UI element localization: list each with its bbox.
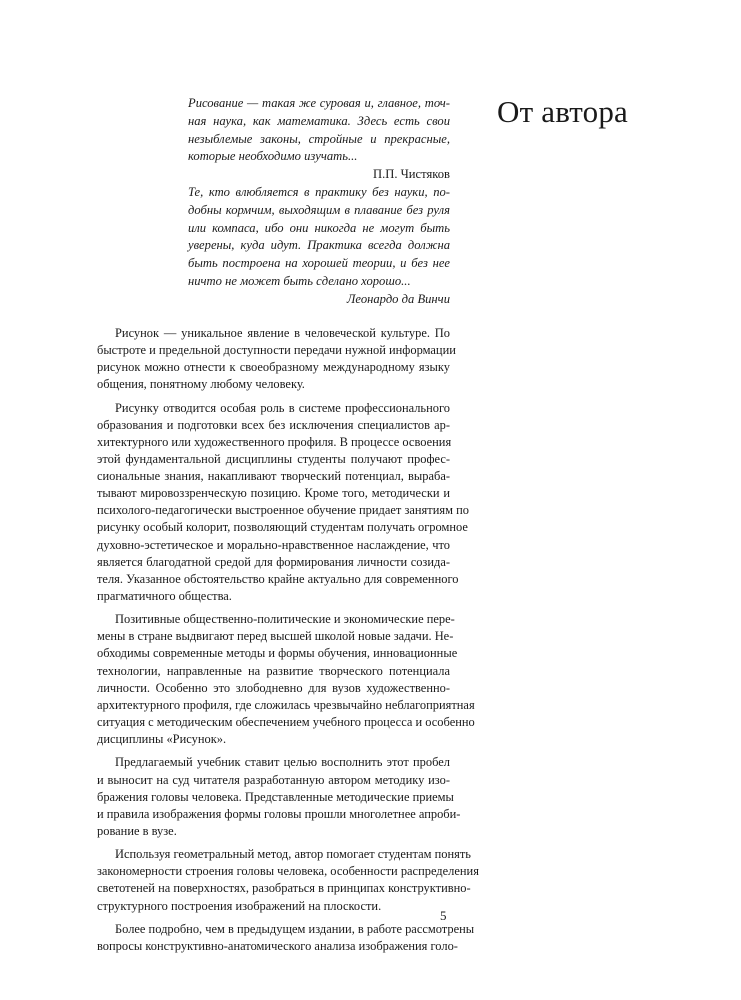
text-line: вопросы конструктивно-анатомического анализа изображения голо- (97, 939, 458, 954)
text-line: теля. Указанное обстоятельство крайне актуально для современного (97, 571, 459, 586)
text-line: Используя геометральный метод, автор помогает студентам понять (115, 847, 471, 862)
body-text (97, 325, 479, 962)
text-line: обходимы современные методы и формы обучения, инновационные (97, 646, 458, 661)
text-line: является благодатной средой для формирования личности созида- (97, 554, 450, 569)
epigraph-line: которые необходимо изучать... (188, 149, 358, 164)
text-line: рование в вузе. (97, 823, 177, 838)
epigraph-author: П.П. Чистяков (372, 167, 450, 182)
text-line: дисциплины «Рисунок». (97, 731, 227, 746)
text-line: прагматичного общества. (97, 588, 232, 603)
text-line: и выносит на суд читателя разработанную автором методику изо- (97, 772, 450, 787)
epigraph-author: Леонардо да Винчи (346, 291, 450, 306)
paragraph-more-detail (97, 921, 475, 955)
text-line: ситуация с методическим обеспечением учебного процесса и особенно (97, 714, 475, 729)
text-line: быстроте и предельной доступности передачи нужной информации (97, 343, 456, 358)
epigraph-leonardo (188, 184, 450, 309)
text-line: сиональные знания, накапливают творческий потенциал, выраба- (97, 469, 450, 484)
text-line: Позитивные общественно-политические и экономические пере- (115, 612, 455, 627)
epigraph-line: ничто не может быть сделано хорошо... (188, 273, 411, 288)
text-line: Рисунку отводится особая роль в системе профессионального (115, 400, 450, 415)
epigraph-line: ная наука, как математика. Здесь есть свои (188, 113, 450, 128)
text-line: Более подробно, чем в предыдущем издании, в работе рассмотрены (115, 922, 475, 937)
text-line: светотеней на поверхностях, разобраться в принципах конструктивно- (97, 881, 471, 896)
text-line: Рисунок — уникальное явление в человеческой культуре. По (115, 326, 450, 340)
epigraph-line: уверены, куда идут. Практика всегда должна (188, 238, 450, 253)
text-line: Предлагаемый учебник ставит целью восполнить этот пробел (115, 755, 450, 770)
text-line: рисунок можно отнести к своеобразному международному языку (97, 360, 450, 375)
paragraph-drawing-phenomenon (97, 325, 456, 393)
text-line: личности. Особенно это злободневно для вузов художественно- (97, 680, 450, 695)
paragraph-textbook-goal (97, 754, 461, 839)
epigraph-line: добны кормчим, выходящим в плавание без руля (188, 202, 450, 217)
text-line: архитектурного профиля, где сложилась чрезвычайно неблагоприятная (97, 697, 475, 712)
epigraph-line: Те, кто влюбляется в практику без науки, по- (188, 185, 450, 199)
text-line: бражения головы человека. Представленные методические приемы (97, 789, 454, 804)
epigraph-chistyakov (188, 95, 450, 184)
text-line: структурного построения изображений на плоскости. (97, 898, 382, 913)
text-line: рисунку особый колорит, позволяющий студентам получать огромное (97, 520, 468, 535)
text-line: психолого-педагогически выстроенное обучение придает занятиям по (97, 503, 469, 518)
page-number: 5 (440, 908, 447, 923)
text-line: технологии, направленные на развитие творческого потенциала (97, 663, 450, 678)
text-line: тывают мировоззренческую позицию. Кроме того, методически и (97, 486, 450, 501)
page-title: От автора (497, 94, 629, 129)
text-line: этой фундаментальной дисциплины студенты получают профес- (97, 452, 450, 467)
paragraph-geometral-method (97, 846, 479, 914)
text-line: закономерности строения головы человека, особенности распределения (97, 864, 479, 879)
text-line: хитектурного или художественного профиля. В процессе освоения (97, 434, 452, 449)
epigraph-line: или компаса, ибо они никогда не могут быть (188, 220, 450, 235)
text-line: и правила изображения формы головы прошли многолетнее апроби- (97, 806, 461, 821)
epigraph-line: незыблемые законы, стройные и прекрасные, (188, 131, 450, 146)
text-line: образования и подготовки всех без исключения специалистов ар- (97, 417, 450, 432)
text-line: общения, понятному любому человеку. (97, 377, 305, 392)
text-line: мены в стране выдвигают перед высшей школой новые задачи. Не- (97, 629, 454, 644)
paragraph-education-role (97, 400, 469, 605)
epigraph-line: быть построена на хорошей теории, и без нее (188, 256, 450, 271)
paragraph-new-tasks (97, 611, 475, 748)
text-line: духовно-эстетическое и морально-нравственное наслаждение, что (97, 537, 450, 552)
epigraph-line: Рисование — такая же суровая и, главное, точ- (188, 96, 450, 110)
